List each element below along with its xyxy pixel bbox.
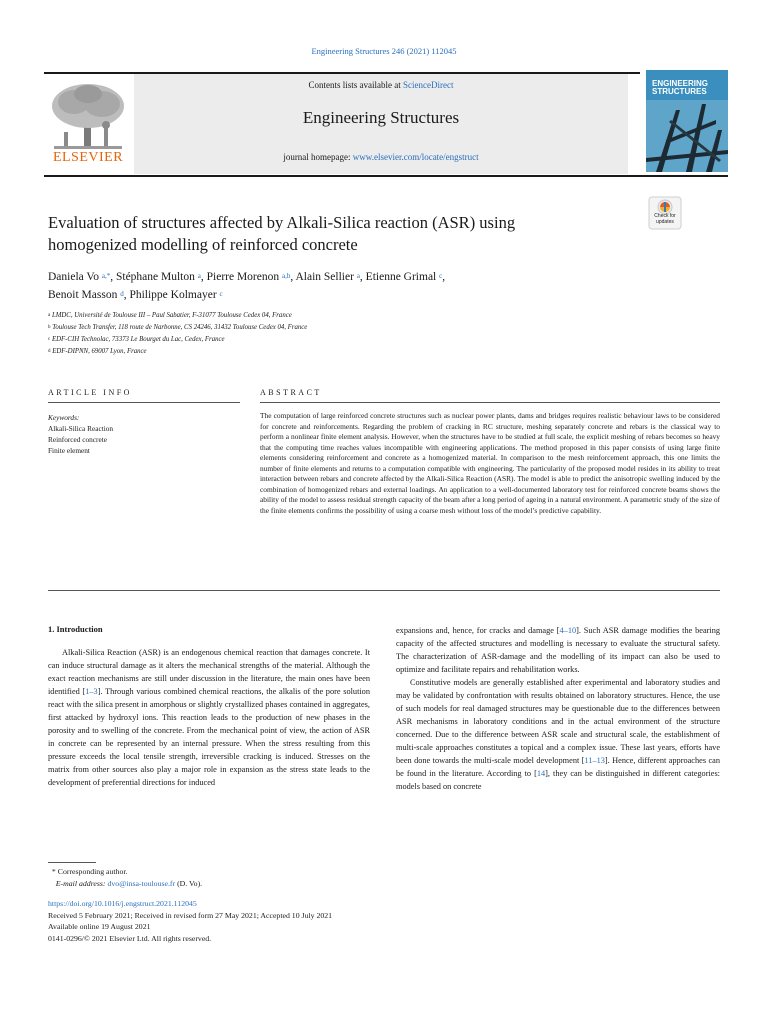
- affiliation-item: $^b$ Toulouse Tech Transfer, 118 route de Narbonne, CS 24246, 31432 Toulouse Cedex 04, France: [48, 324, 308, 331]
- article-info-rule: [48, 402, 240, 403]
- received-dates: Received 5 February 2021; Received in revised form 27 May 2021; Accepted 10 July 2021: [48, 910, 333, 920]
- paragraph: Alkali-Silica Reaction (ASR) is an endogenous chemical reaction that damages concrete. It can induce structural damage as it alters the mechanical strengths of the material. Although the exact reaction mechanisms are still under discussion in the literature, the main ones have been identified [1–3]. Through various combined chemical reactions, the alkalis of the pore solution react with the silica present in amorphous or slightly crystallized phases contained in aggregates, first attacked by hydroxyl ions. This reaction leads to the production of new phases in the porosity and to swelling of the concrete. From the mechanical point of view, the action of ASR in concrete can be represented by an internal pressure. When the stress resulting from this pressure exceeds the local tensile strength, irreversible cracking is induced. Stresses on the matrix from other sources also play a major role in expansion as the stress state leads to the development of preferential directions for induced: [48, 648, 370, 787]
- section-heading-introduction: 1. Introduction: [48, 624, 103, 634]
- affiliation-list: [48, 310, 668, 358]
- keyword-item: Finite element: [48, 446, 90, 455]
- elsevier-wordmark: ELSEVIER: [52, 150, 124, 165]
- author-affiliation-marker[interactable]: c: [219, 290, 223, 298]
- keyword-item: Alkali-Silica Reaction: [48, 424, 114, 433]
- author-name[interactable]: Pierre Morenon: [206, 271, 280, 283]
- available-online: Available online 19 August 2021: [48, 922, 151, 931]
- cover-structure-graphic: [646, 100, 728, 172]
- author-affiliation-marker[interactable]: a: [356, 272, 360, 280]
- author-affiliation-marker[interactable]: a,*: [101, 272, 111, 280]
- keyword-item: Reinforced concrete: [48, 435, 107, 444]
- contents-line: Contents lists available at ScienceDirect: [308, 80, 454, 90]
- header-rule-bottom: [44, 175, 728, 177]
- affiliation-item: $^a$ LMDC, Université de Toulouse III – Paul Sabatier, F-31077 Toulouse Cedex 04, France: [48, 312, 292, 319]
- journal-title: Engineering Structures: [302, 108, 460, 127]
- author-affiliation-marker[interactable]: a: [197, 272, 201, 280]
- reference-link[interactable]: 4–10: [559, 626, 577, 635]
- author-list: Daniela Vo $^{a,*}$, Stéphane Multon $^a$, Pierre Morenon $^{a,b}$, Alain Sellier $^a$, Etienne Grimal $^c$, Benoit Masson $^d$, Philippe Kolmayer $^c$: [48, 271, 446, 301]
- footnote-rule: [48, 862, 96, 863]
- author-affiliation-marker[interactable]: a,b: [282, 272, 291, 280]
- author-name[interactable]: Stéphane Multon: [115, 271, 195, 283]
- paragraph: Constitutive models are generally established after experimental and laboratory studies and may be validated by confrontation with results obtained on laboratory structures. Hence, the use of such models for real damaged structures may be questionable due to the differences between ASR mechanisms in laboratory conditions and in the actual environment of the structure concerned. Due to the difference between ASR scale and structural scale, the establishment of multi-scale approaches constitutes a topical and a complex issue. These last years, efforts have been done towards the multi-scale model development [11–13]. Hence, different approaches can be found in the literature. According to [14], they can be distinguished in different categories: models based on concrete: [396, 678, 720, 791]
- author-name[interactable]: Etienne Grimal: [365, 271, 437, 283]
- reference-link[interactable]: 1–3: [85, 687, 98, 696]
- header-rule-right: [628, 72, 640, 74]
- header-rule-left: [44, 72, 134, 74]
- paper-title: Evaluation of structures affected by Alkali-Silica reaction (ASR) using homogenized modelling of reinforced concrete: [48, 213, 516, 254]
- author-email-link[interactable]: dvo@insa-toulouse.fr: [107, 879, 176, 888]
- author-name[interactable]: Philippe Kolmayer: [129, 289, 217, 301]
- corresponding-author-footnote: * Corresponding author. E-mail address: dvo@insa-toulouse.fr (D. Vo).: [51, 867, 203, 888]
- sciencedirect-link[interactable]: ScienceDirect: [403, 80, 454, 90]
- abstract-heading: ABSTRACT: [260, 388, 322, 397]
- copyright: 0141-0296/© 2021 Elsevier Ltd. All rights reserved.: [48, 933, 212, 943]
- author-affiliation-marker[interactable]: c: [439, 272, 443, 280]
- journal-citation[interactable]: Engineering Structures 246 (2021) 112045: [311, 46, 457, 56]
- author-name[interactable]: Alain Sellier: [295, 271, 354, 283]
- journal-homepage: journal homepage: www.elsevier.com/locate/engstruct: [283, 152, 479, 162]
- journal-cover-image[interactable]: [646, 70, 728, 172]
- keywords-label: Keywords:: [48, 413, 80, 422]
- author-name[interactable]: Daniela Vo: [48, 271, 99, 283]
- body-column-left: [48, 646, 370, 789]
- paragraph: expansions and, hence, for cracks and damage [4–10]. Such ASR damage modifies the bearing capacity of the affected structures and modelling is necessary to evaluate the structural safety. The characterization of ASR-damage and the modelling of its impact can also be used to optimize and facilitate repairs and rehabilitation works.: [396, 626, 721, 674]
- author-affiliation-marker[interactable]: d: [120, 290, 124, 298]
- abstract-end-rule: [48, 590, 720, 591]
- check-for-updates-label: Check for updates: [654, 213, 676, 225]
- abstract-rule: [260, 402, 720, 403]
- body-column-right: [396, 624, 720, 793]
- article-info-heading: ARTICLE INFO: [48, 388, 132, 397]
- abstract-text: The computation of large reinforced concrete structures such as nuclear power plants, dams and bridges requires realistic behaviour laws to be considered for concrete and reinforcements. Regarding the problem of cracking in RC structure, meshing separately concrete and rebars is the classical way to perform a nonlinear finite element analysis. However, when the structures have to be studied at full scale, the explicit meshing of rebars becomes so heavy that the computing time reaches values incompatible with engineering applications. The method proposed in this paper consists of using large finite elements considering reinforcement and concrete as a homogenized material. In comparison to the mesh reinforcement approach, this one limits the number of finite elements and returns to a computation compatible with engineering. The particularity of the proposed model resides in its ability to treat interaction between rebars and concrete affected by the Alkali-Silica Reaction (ASR). The model is able to predict the anisotropic swelling induced by the combination of homogenized rebars and external loadings. An application to a well-documented laboratory test for reinforced concrete beams shows the ability of the model to assess residual strength capacity of the beam after a long period of ageing in a natural environment. A parametric study of the size of the finite elements confirms the possibility of using a coarse mesh without loss of the model’s predictive capability.: [260, 411, 720, 515]
- affiliation-item: $^d$ EDF-DIPNN, 69007 Lyon, France: [48, 348, 147, 355]
- author-name[interactable]: Benoit Masson: [48, 289, 118, 301]
- keywords-block: [48, 412, 113, 456]
- homepage-link[interactable]: www.elsevier.com/locate/engstruct: [352, 152, 479, 162]
- reference-link[interactable]: 11–13: [584, 756, 605, 765]
- affiliation-item: $^c$ EDF-CIH Technolac, 73373 Le Bourget du Lac, Cedex, France: [48, 336, 225, 343]
- cover-title: ENGINEERING STRUCTURES: [652, 79, 709, 96]
- doi-link[interactable]: https://doi.org/10.1016/j.engstruct.2021.112045: [48, 899, 197, 908]
- reference-link[interactable]: 14: [536, 769, 546, 778]
- publication-info: [48, 898, 332, 944]
